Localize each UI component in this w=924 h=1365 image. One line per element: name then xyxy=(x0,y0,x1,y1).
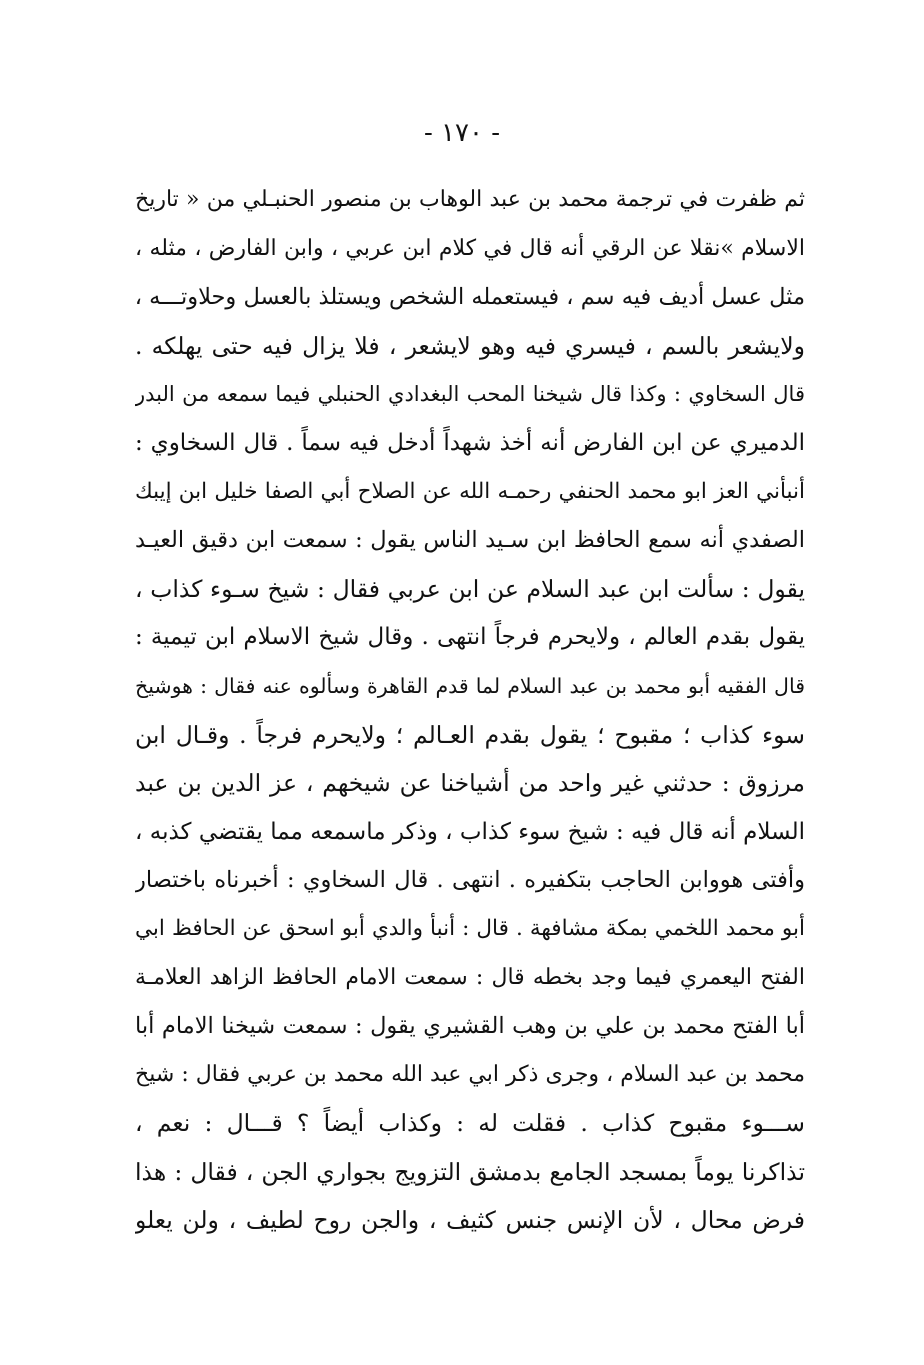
text-line: محمد بن عبد السلام ، وجرى ذكر ابي عبد الله محمد بن عربي فقال : شيخ xyxy=(135,1061,805,1087)
text-line: مرزوق : حدثني غير واحد من أشياخنا عن شيخهم ، عز الدين بن عبد xyxy=(135,769,805,798)
body-text xyxy=(135,176,805,1245)
text-line: ثم ظفرت في ترجمة محمد بن عبد الوهاب بن منصور الحنبـلي من « تاريخ xyxy=(135,187,805,212)
text-line: أبا الفتح محمد بن علي بن وهب القشيري يقول : سمعت شيخنا الامام أبا xyxy=(135,1013,805,1040)
text-line: يقول : سألت ابن عبد السلام عن ابن عربي فقال : شيخ سـوء كذاب ، xyxy=(135,574,805,603)
text-line: تذاكرنا يوماً بمسجد الجامع بدمشق التزويج بجواري الجن ، فقال : هذا xyxy=(135,1157,805,1186)
text-line: ولايشعر بالسم ، فيسري فيه وهو لايشعر ، فلا يزال فيه حتى يهلكه . xyxy=(135,331,805,360)
text-line: قال السخاوي : وكذا قال شيخنا المحب البغدادي الحنبلي فيما سمعه من البدر xyxy=(135,382,805,407)
text-line: السلام أنه قال فيه : شيخ سوء كذاب ، وذكر ماسمعه مما يقتضي كذبه ، xyxy=(135,818,805,845)
text-line: فرض محال ، لأن الإنس جنس كثيف ، والجن روح لطيف ، ولن يعلو xyxy=(135,1206,805,1235)
text-line: سوء كذاب ؛ مقبوح ؛ يقول بقدم العـالم ؛ ولايحرم فرجاً . وقـال ابن xyxy=(135,720,805,749)
text-line: الاسلام »نقلا عن الرقي أنه قال في كلام ابن عربي ، وابن الفارض ، مثله ، xyxy=(135,235,805,261)
page-number: - ١٧٠ - xyxy=(423,118,501,148)
text-line: ســـوء مقبوح كذاب . فقلت له : وكذاب أيضاً ؟ قـــال : نعم ، xyxy=(135,1109,805,1138)
text-line: الدميري عن ابن الفارض أنه أخذ شهداً أدخل فيه سماً . قال السخاوي : xyxy=(135,429,805,456)
text-line: قال الفقيه أبو محمد بن عبد السلام لما قدم القاهرة وسألوه عنه فقال : هوشيخ xyxy=(135,673,805,698)
text-line: يقول بقدم العالم ، ولايحرم فرجاً انتهى . وقال شيخ الاسلام ابن تيمية : xyxy=(135,624,805,651)
text-line: أنبأني العز ابو محمد الحنفي رحمـه الله عن الصلاح أبي الصفا خليل ابن إيبك xyxy=(135,478,805,504)
text-line: وأفتى هووابن الحاجب بتكفيره . انتهى . قال السخاوي : أخبرناه باختصار xyxy=(135,867,805,894)
text-line: الفتح اليعمري فيما وجد بخطه قال : سمعت الامام الحافظ الزاهد العلامـة xyxy=(135,964,805,990)
text-line: أبو محمد اللخمي بمكة مشافهة . قال : أنبأ والدي أبو اسحق عن الحافظ ابي xyxy=(135,915,805,941)
text-line: الصفدي أنه سمع الحافظ ابن سـيد الناس يقول : سمعت ابن دقيق العيـد xyxy=(135,527,805,554)
text-line: مثل عسل أديف فيه سم ، فيستعمله الشخص ويستلذ بالعسل وحلاوتـــه ، xyxy=(135,284,805,311)
